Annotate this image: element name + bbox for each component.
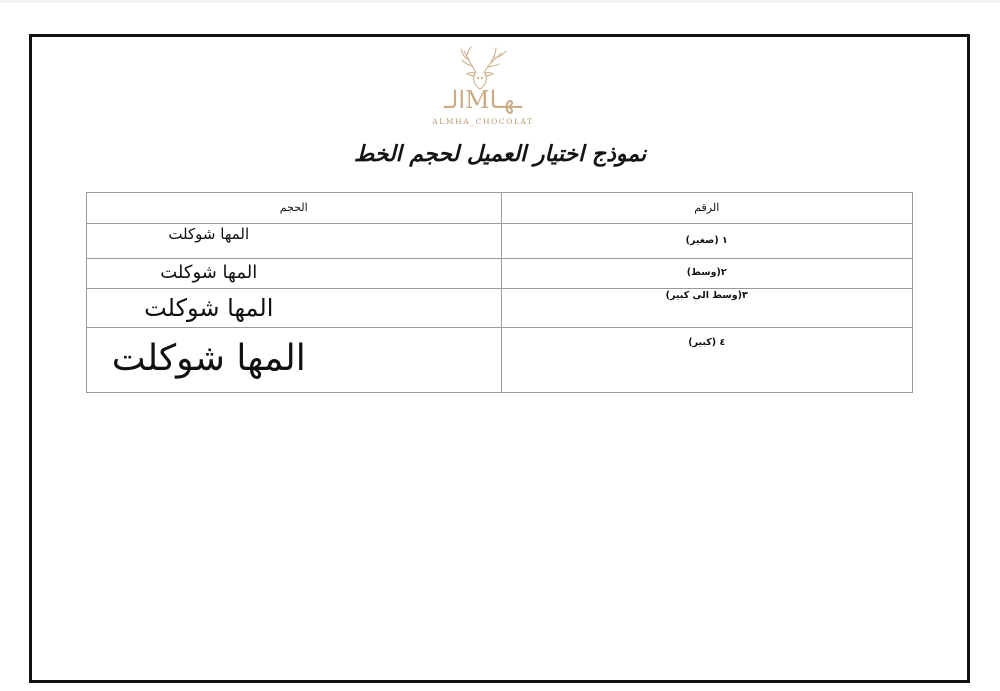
page-title: نموذج اختيار العميل لحجم الخط [353,141,647,167]
header-number: الرقم [501,193,913,224]
document-page [0,3,1000,691]
logo-wordmark: الـMـهـا [443,86,523,114]
table-row [87,259,913,289]
size-number-medium: ٢(وسط) [501,259,913,289]
table-row [87,289,913,328]
table-row [87,328,913,393]
size-number-small: ١ (صغير) [501,224,913,259]
size-sample-large: المها شوكلت [87,328,502,393]
almha-chocolat-logo [428,45,538,129]
size-sample-medium: المها شوكلت [87,259,502,289]
size-number-medium-large: ٣(وسط الى كبير) [501,289,913,328]
font-size-table [86,192,913,393]
size-number-large: ٤ (كبير) [501,328,913,393]
header-size: الحجم [87,193,502,224]
size-sample-small: المها شوكلت [87,224,502,259]
size-sample-medium-large: المها شوكلت [87,289,502,328]
table-header-row [87,193,913,224]
table-row [87,224,913,259]
logo-caption: ALMHA_CHOCOLAT [432,117,534,126]
